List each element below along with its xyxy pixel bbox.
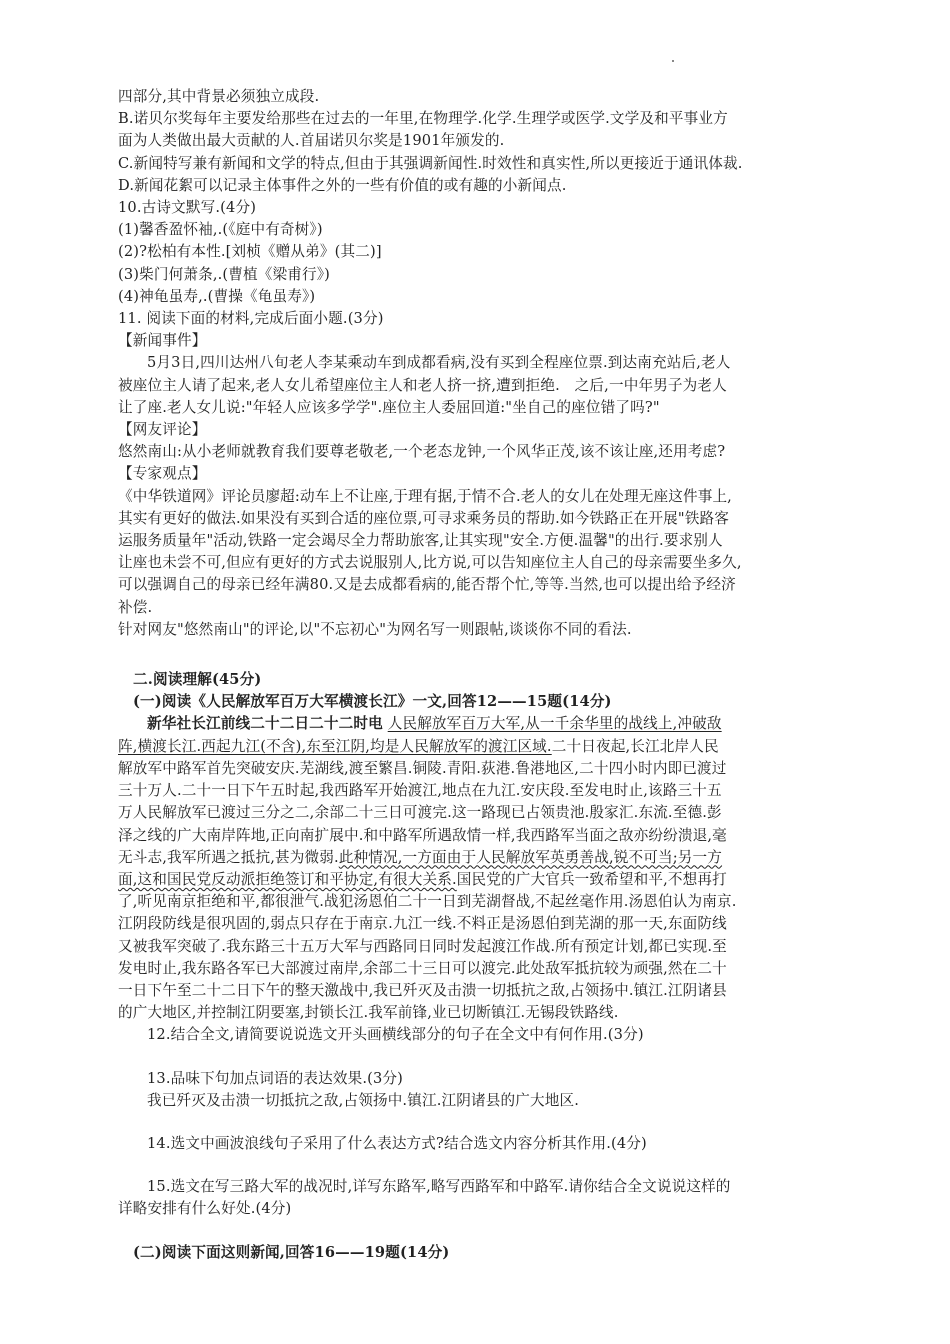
question-12: 12.结合全文,请简要说说选文开头画横线部分的句子在全文中有何作用.(3分) xyxy=(147,1026,644,1044)
article-line-8: 面,这和国民党反动派拒绝签订和平协定,有很大关系.国民党的广大官兵一致希望和平,不想再打 xyxy=(118,870,727,888)
article-line-2: 阵,横渡长江.西起九江(不含),东至江阴,均是人民解放军的渡江区域.二十日夜起,长江北岸人民 xyxy=(118,737,719,755)
news-line-2: 被座位主人请了起来,老人女儿希望座位主人和老人挤一挤,遭到拒绝. 之后,一中年男子为老人 xyxy=(118,376,727,394)
expert-line-5: 可以强调自己的母亲已经年满80.又是去成都看病的,能否帮个忙,等等.当然,也可以提出给予经济 xyxy=(118,576,736,594)
q11-title: 11. 阅读下面的材料,完成后面小题.(3分) xyxy=(118,310,384,328)
expert-line-3: 运服务质量年"活动,铁路一定会竭尽全力帮助旅客,让其实现"安全.方便.温馨"的出行.要求别人 xyxy=(118,532,723,550)
comment-line-1: 悠然南山:从小老师就教育我们要尊老敬老,一个老态龙钟,一个风华正茂,该不该让座,还用考虑? xyxy=(118,443,726,461)
q11-task: 针对网友"悠然南山"的评论,以"不忘初心"为网名写一则跟帖,谈谈你不同的看法. xyxy=(118,620,632,638)
question-13: 13.品味下句加点词语的表达效果.(3分) xyxy=(147,1069,403,1087)
question-15-line-2: 详略安排有什么好处.(4分) xyxy=(118,1200,292,1218)
question-13-sentence: 我已歼灭及击溃一切抵抗之敌,占领扬中.镇江.江阴诸县的广大地区. xyxy=(147,1091,579,1109)
wavy-sentence-part-2: 面,这和国民党反动派拒绝签订和平协定,有很大关系. xyxy=(118,870,457,888)
q11-heading-comment: 【网友评论】 xyxy=(118,421,207,439)
article-line-12: 发电时止,我东路各军已大部渡过南岸,余部二十三日可以渡完.此处敌军抵抗较为顽强,然在二十 xyxy=(118,959,727,977)
subsection-1-title: (一)阅读《人民解放军百万大军横渡长江》一文,回答12——15题(14分) xyxy=(133,693,612,711)
q10-item-2: (2)?松柏有本性.[刘桢《赠从弟》(其二)] xyxy=(118,243,382,261)
section-2-title: 二.阅读理解(45分) xyxy=(133,671,262,689)
q11-heading-news: 【新闻事件】 xyxy=(118,332,207,350)
q10-item-1: (1)馨香盈怀袖,.(《庭中有奇树》) xyxy=(118,221,323,239)
article-line-10: 江阴段防线是很巩固的,弱点只存在于南京.九江一线.不料正是汤恩伯到芜湖的那一天,东面防线 xyxy=(118,915,727,933)
news-line-1: 5月3日,四川达州八旬老人李某乘动车到成都看病,没有买到全程座位票.到达南充站后,老人 xyxy=(147,354,731,372)
expert-line-1: 《中华铁道网》评论员廖超:动车上不让座,于理有据,于情不合.老人的女儿在处理无座这件事上, xyxy=(118,487,732,505)
article-line-5: 万人民解放军已渡过三分之二,余部二十三日可渡完.这一路现已占领贵池.殷家汇.东流.至德.彭 xyxy=(118,804,722,822)
q9-option-b-line1: B.诺贝尔奖每年主要发给那些在过去的一年里,在物理学.化学.生理学或医学.文学及和平事业方 xyxy=(118,110,728,128)
news-line-3: 让了座.老人女儿说:"年轻人应该多学学".座位主人委屈回道:"坐自己的座位错了吗?" xyxy=(118,398,660,416)
question-14: 14.选文中画波浪线句子采用了什么表达方式?结合选文内容分析其作用.(4分) xyxy=(147,1134,647,1152)
q10-item-4: (4)神龟虽寿,.(曹操《龟虽寿》) xyxy=(118,287,316,305)
expert-line-4: 让座也未尝不可,但应有更好的方式去说服别人,比方说,可以告知座位主人自己的母亲需要坐多久, xyxy=(118,554,742,572)
scan-dot xyxy=(672,60,674,62)
subsection-2-title: (二)阅读下面这则新闻,回答16——19题(14分) xyxy=(133,1243,450,1261)
expert-line-6: 补偿. xyxy=(118,598,153,616)
document-page xyxy=(118,86,836,1264)
q11-heading-expert: 【专家观点】 xyxy=(118,465,207,483)
article-line-14: 的广大地区,并控制江阴要塞,封锁长江.我军前锋,业已切断镇江.无锡段铁路线. xyxy=(118,1004,619,1022)
q10-title: 10.古诗文默写.(4分) xyxy=(118,199,257,217)
q9-option-b-line2: 面为人类做出最大贡献的人.首届诺贝尔奖是1901年颁发的. xyxy=(118,132,505,150)
article-line-9: 了,听见南京拒绝和平,都很泄气.战犯汤恩伯二十一日到芜湖督战,不起丝毫作用.汤恩伯认为南京. xyxy=(118,893,737,911)
q9-option-a-tail: 四部分,其中背景必须独立成段. xyxy=(118,88,320,105)
article-line-1 xyxy=(118,713,836,735)
underlined-sentence-part-1: 人民解放军百万大军,从一千余华里的战线上,冲破敌 xyxy=(387,715,722,733)
article-line-3: 解放军中路军首先突破安庆.芜湖线,渡至繁昌.铜陵.青阳.荻港.鲁港地区,二十四小时内即已渡过 xyxy=(118,759,727,777)
expert-line-2: 其实有更好的做法.如果没有买到合适的座位票,可寻求乘务员的帮助.如今铁路正在开展"铁路客 xyxy=(118,509,729,527)
article-line-13: 一日下午至二十二日下午的整天激战中,我已歼灭及击溃一切抵抗之敌,占领扬中.镇江.江阴诸县 xyxy=(118,981,727,999)
article-line-6: 泽之线的广大南岸阵地,正向南扩展中.和中路军所遇敌情一样,我西路军当面之敌亦纷纷溃退,毫 xyxy=(118,826,727,844)
wavy-sentence-part-1: 此种情况,一方面由于人民解放军英勇善战,锐不可当;另一方 xyxy=(338,848,723,866)
article-dateline: 新华社长江前线二十二日二十二时电 xyxy=(147,715,383,733)
article-line-7: 无斗志,我军所遇之抵抗,甚为微弱.此种情况,一方面由于人民解放军英勇善战,锐不可当;另一方 xyxy=(118,848,723,866)
article-line-11: 又被我军突破了.我东路三十五万大军与西路同日同时发起渡江作战.所有预定计划,都已实现.至 xyxy=(118,937,727,955)
q9-option-c: C.新闻特写兼有新闻和文学的特点,但由于其强调新闻性.时效性和真实性,所以更接近于通讯体裁. xyxy=(118,154,743,172)
article-line-4: 三十万人.二十一日下午五时起,我西路军开始渡江,地点在九江.安庆段.至发电时止,该路三十五 xyxy=(118,782,722,800)
q9-option-d: D.新闻花絮可以记录主体事件之外的一些有价值的或有趣的小新闻点. xyxy=(118,176,567,194)
q10-item-3: (3)柴门何萧条,.(曹植《梁甫行》) xyxy=(118,265,331,283)
underlined-sentence-part-2: 阵,横渡长江.西起九江(不含),东至江阴,均是人民解放军的渡江区域. xyxy=(118,737,552,755)
question-15-line-1: 15.选文在写三路大军的战况时,详写东路军,略写西路军和中路军.请你结合全文说说这样的 xyxy=(147,1178,731,1196)
